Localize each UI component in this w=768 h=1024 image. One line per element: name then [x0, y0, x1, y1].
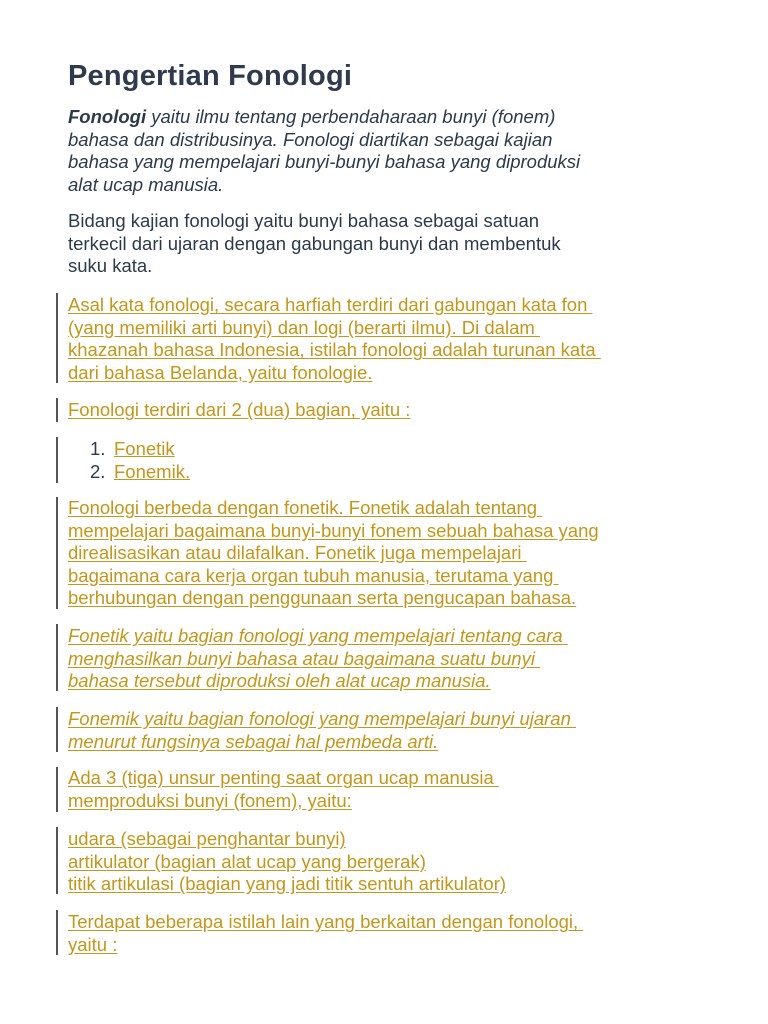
berbeda-line-1: Fonologi berbeda dengan fonetik. Fonetik adalah tentang — [68, 497, 543, 518]
intro-line-1: yaitu ilmu tentang perbendaharaan bunyi (fonem) — [146, 106, 556, 127]
bidang-line-2: terkecil dari ujaran dengan gabungan bunyi dan membentuk — [68, 232, 561, 254]
berbeda-line-4: bagaimana cara kerja organ tubuh manusia, terutama yang — [68, 564, 559, 586]
unsur-item-3: titik artikulasi (bagian yang jadi titik sentuh artikulator) — [68, 873, 507, 894]
unsur-line-2: memproduksi bunyi (fonem), yaitu: — [68, 789, 352, 811]
blockquote-bar — [56, 624, 58, 691]
bidang-paragraph — [68, 210, 561, 278]
fonemik-line-1: Fonemik yaitu bagian fonologi yang mempelajari bunyi ujaran — [68, 708, 577, 729]
intro-term: Fonologi — [68, 106, 147, 127]
list-item — [68, 437, 190, 460]
blockquote-bar — [56, 827, 58, 894]
fonetik-link[interactable]: Fonetik — [114, 438, 175, 459]
berbeda-line-3: direalisasikan atau dilafalkan. Fonetik juga mempelajari — [68, 542, 527, 563]
fonetik-line-2: menghasilkan bunyi bahasa atau bagaimana suatu bunyi — [68, 647, 541, 669]
fonemik-link[interactable]: Fonemik. — [114, 461, 191, 482]
blockquote-bar — [56, 398, 58, 422]
blockquote-bar — [56, 707, 58, 752]
unsur-items-link[interactable] — [68, 828, 506, 896]
intro-line-4: alat ucap manusia. — [68, 173, 224, 195]
blockquote-bar — [56, 497, 58, 609]
fonetik-paragraph-link[interactable] — [68, 625, 568, 693]
fonetik-line-3: bahasa tersebut diproduksi oleh alat ucap manusia. — [68, 670, 491, 691]
berbeda-paragraph-link[interactable] — [68, 497, 599, 610]
istilah-line-1: Terdapat beberapa istilah lain yang berkaitan dengan fonologi, — [68, 911, 584, 932]
page-title: Pengertian Fonologi — [68, 60, 353, 92]
fonemik-line-2: menurut fungsinya sebagai hal pembeda arti. — [68, 730, 439, 752]
asal-line-1: Asal kata fonologi, secara harfiah terdiri dari gabungan kata fon — [68, 294, 593, 315]
intro-paragraph — [68, 106, 580, 196]
unsur-line-1: Ada 3 (tiga) unsur penting saat organ ucap manusia — [68, 767, 499, 788]
unsur-item-1: udara (sebagai penghantar bunyi) — [68, 828, 346, 849]
asal-line-2: (yang memiliki arti bunyi) dan logi (berarti ilmu). Di dalam — [68, 316, 540, 338]
blockquote-bar — [56, 293, 58, 383]
list-number: 1. — [90, 438, 106, 459]
asal-line-3: khazanah bahasa Indonesia, istilah fonologi adalah turunan kata — [68, 339, 601, 360]
asal-paragraph-link[interactable] — [68, 294, 601, 384]
bidang-line-3: suku kata. — [68, 255, 153, 276]
bagian-list — [68, 437, 190, 483]
intro-line-3: bahasa yang mempelajari bunyi-bunyi bahasa yang diproduksi — [68, 151, 581, 172]
blockquote-bar — [56, 910, 58, 955]
unsur-paragraph-link[interactable] — [68, 767, 499, 812]
blockquote-bar — [56, 437, 58, 483]
bagian-line-1: Fonologi terdiri dari 2 (dua) bagian, yaitu : — [68, 399, 411, 420]
bagian-paragraph-link[interactable] — [68, 399, 410, 422]
fonemik-paragraph-link[interactable] — [68, 708, 576, 753]
berbeda-line-2: mempelajari bagaimana bunyi-bunyi fonem sebuah bahasa yang — [68, 519, 599, 541]
blockquote-bar — [56, 767, 58, 812]
asal-line-4: dari bahasa Belanda, yaitu fonologie. — [68, 361, 373, 383]
intro-line-2: bahasa dan distribusinya. Fonologi diartikan sebagai kajian — [68, 128, 553, 150]
unsur-item-2: artikulator (bagian alat ucap yang bergerak) — [68, 850, 426, 872]
list-item — [68, 460, 190, 483]
bidang-line-1: Bidang kajian fonologi yaitu bunyi bahasa sebagai satuan — [68, 210, 540, 231]
istilah-line-2: yaitu : — [68, 933, 118, 955]
berbeda-line-5: berhubungan dengan penggunaan serta pengucapan bahasa. — [68, 587, 577, 608]
istilah-paragraph-link[interactable] — [68, 911, 583, 956]
fonetik-line-1: Fonetik yaitu bagian fonologi yang mempelajari tentang cara — [68, 625, 568, 646]
list-number: 2. — [90, 461, 106, 482]
